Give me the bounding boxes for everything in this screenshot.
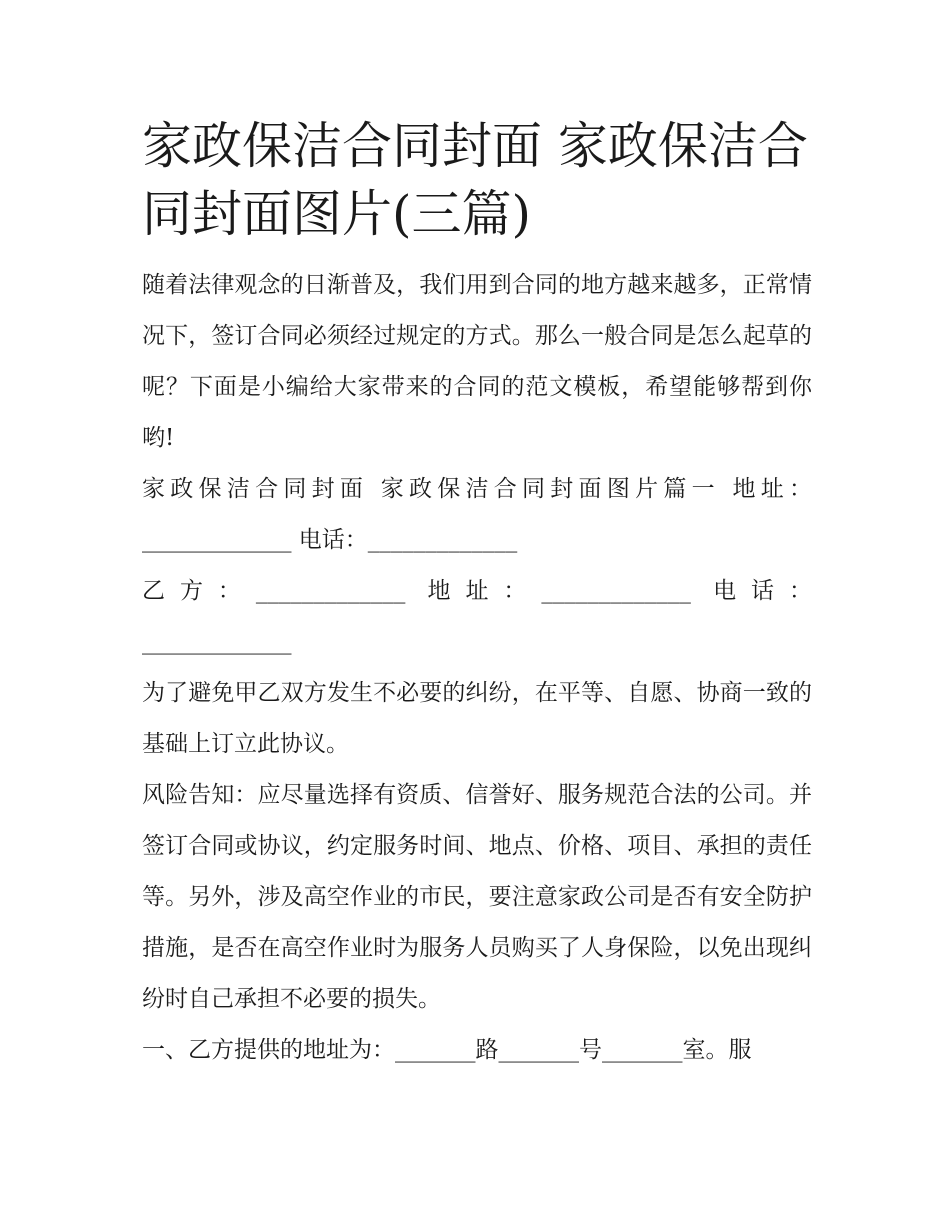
party-b-info-paragraph: 乙方：_____________ 地址：_____________ 电话：_____________ — [142, 578, 812, 655]
document-page — [142, 112, 812, 1076]
document-title: 家政保洁合同封面 家政保洁合同封面图片(三篇) — [142, 117, 808, 243]
clause-one-paragraph: 一、乙方提供的地址为：_______路_______号_______室。服 — [142, 1037, 752, 1063]
intro-paragraph: 随着法律观念的日渐普及，我们用到合同的地方越来越多，正常情况下，签订合同必须经过规定的方式。那么一般合同是怎么起草的呢？下面是小编给大家带来的合同的范文模板，希望能够帮到你哟! — [142, 272, 812, 451]
agreement-purpose-paragraph: 为了避免甲乙双方发生不必要的纠纷，在平等、自愿、协商一致的基础上订立此协议。 — [142, 680, 812, 757]
risk-notice-paragraph: 风险告知：应尽量选择有资质、信誉好、服务规范合法的公司。并签订合同或协议，约定服务时间、地点、价格、项目、承担的责任等。另外，涉及高空作业的市民，要注意家政公司是否有安全防护措施，是否在高空作业时为服务人员购买了人身保险，以免出现纠纷时自己承担不必要的损失。 — [142, 782, 812, 1012]
party-a-info-paragraph: 家政保洁合同封面 家政保洁合同封面图片篇一 地址：_____________ 电话：_____________ — [142, 476, 812, 553]
